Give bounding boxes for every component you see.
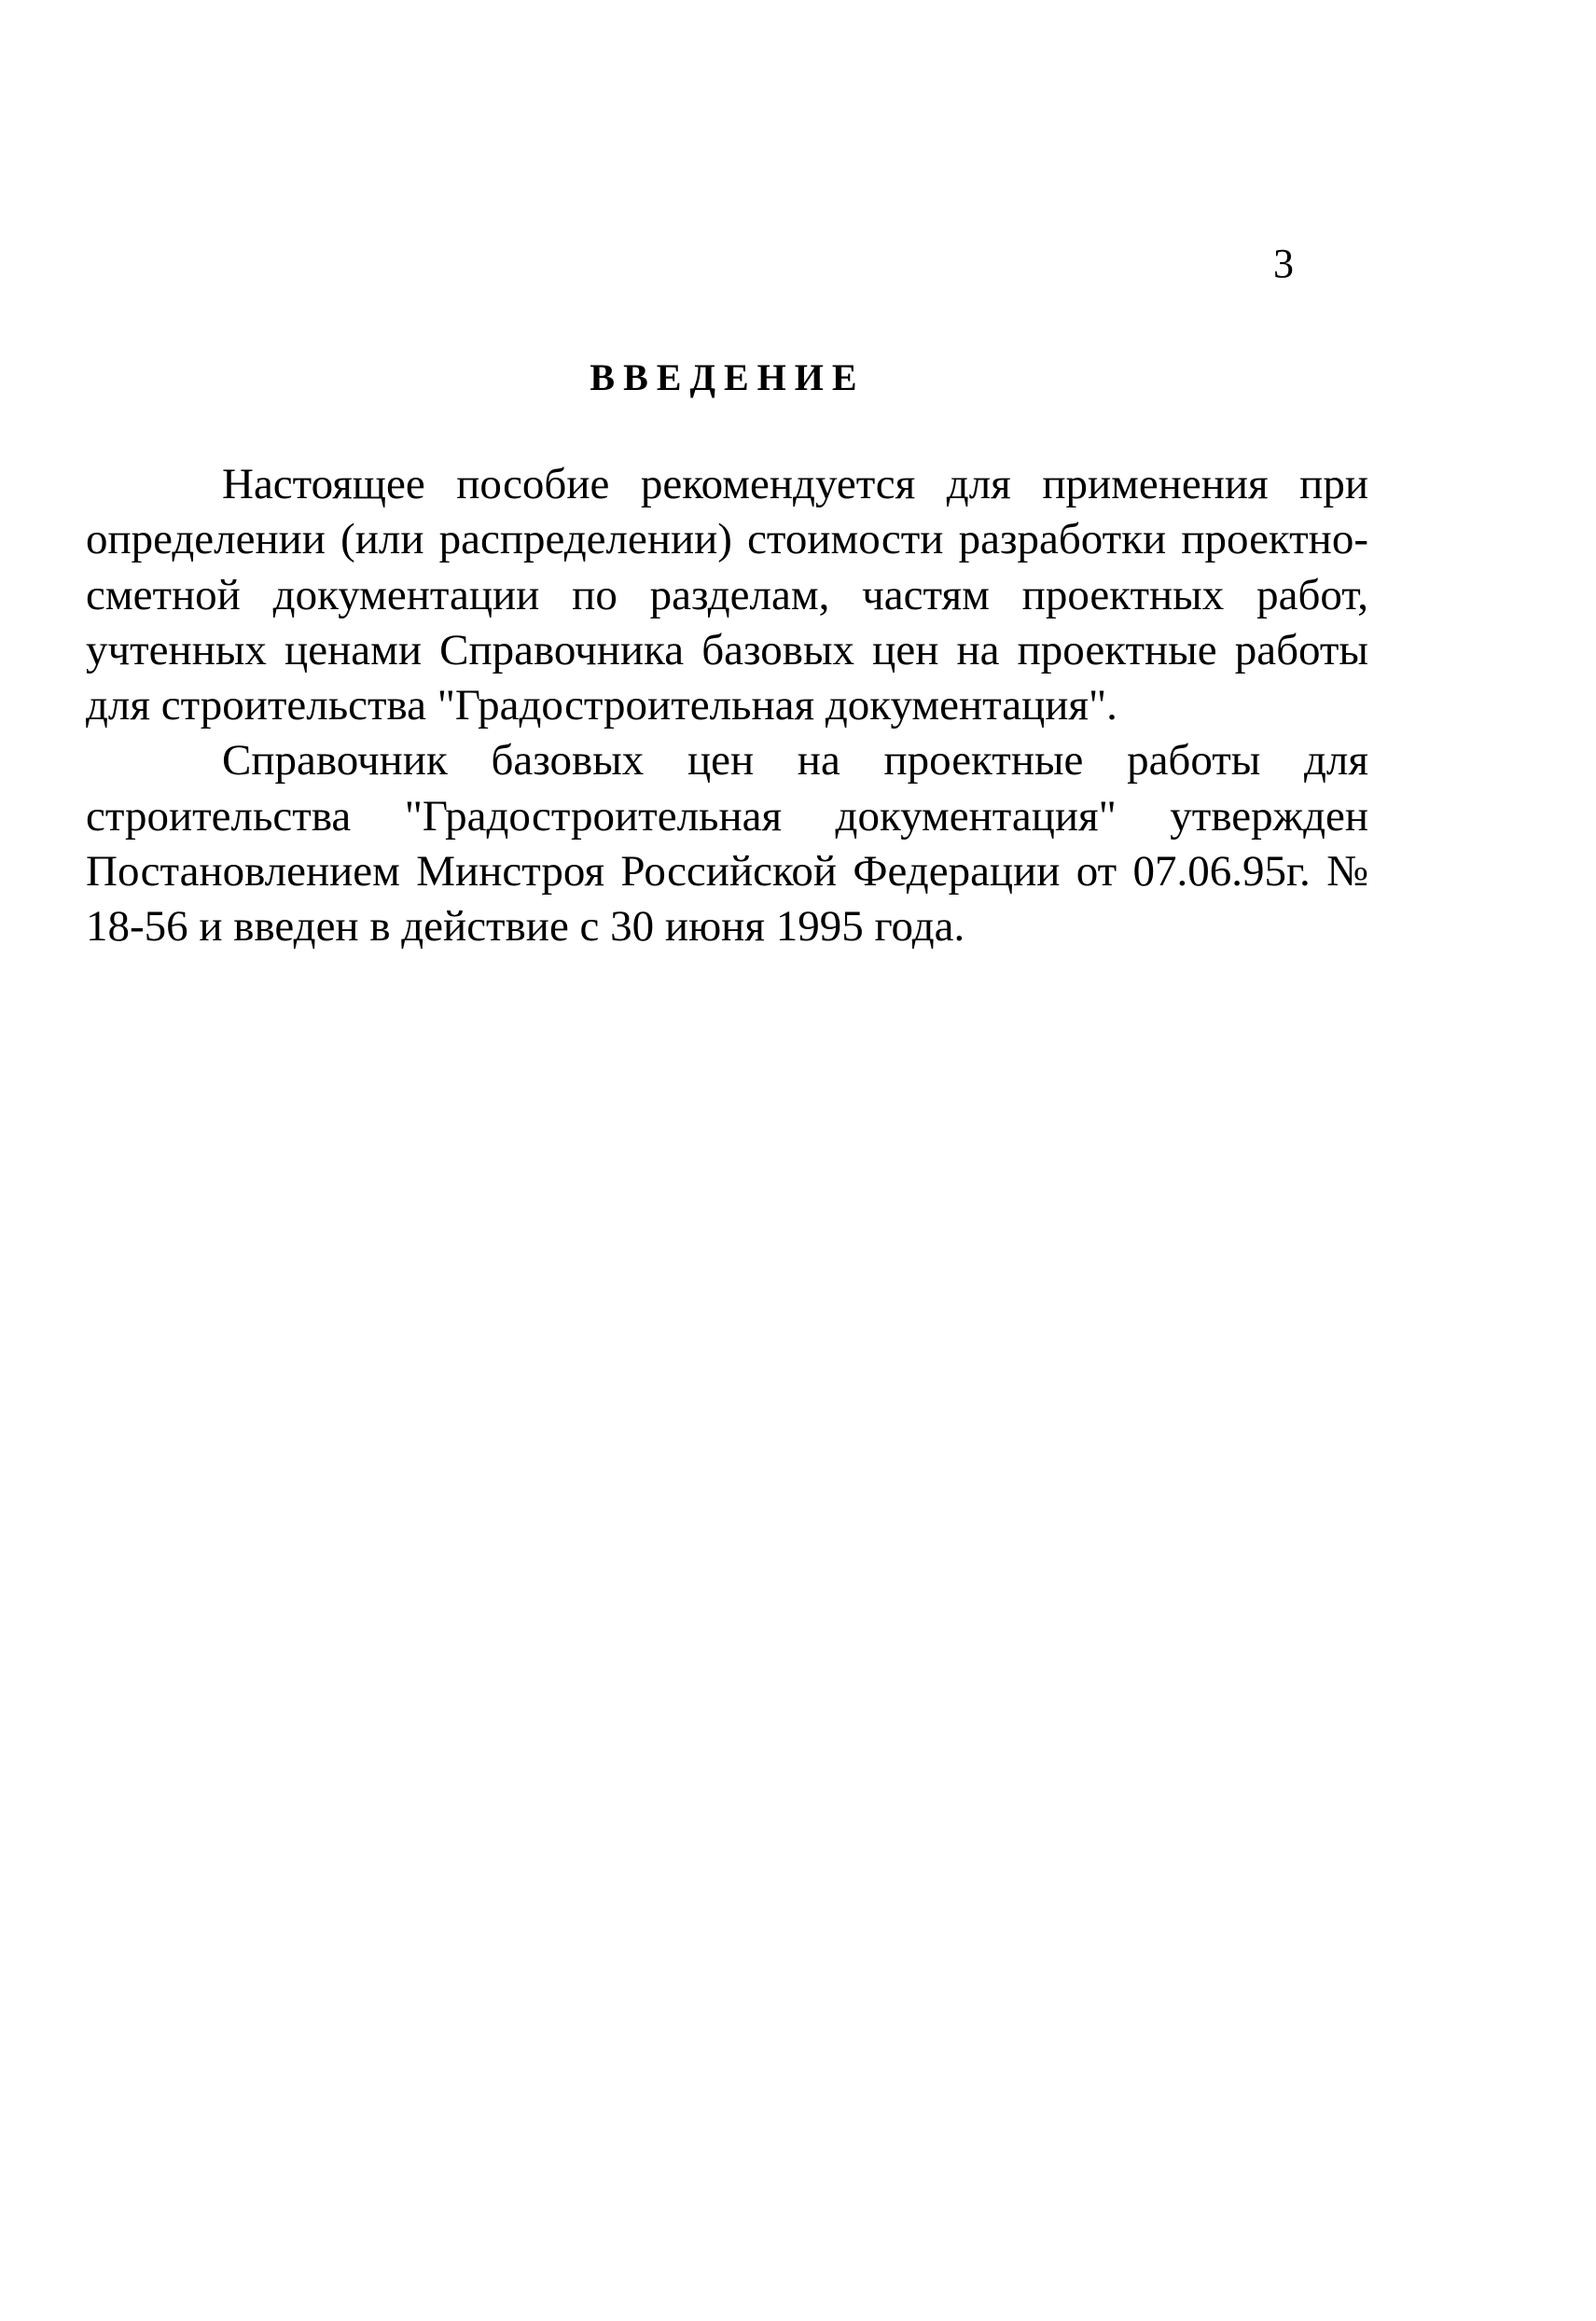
page-number: 3 [1273, 241, 1294, 286]
paragraph-intro: Настоящее пособие рекомендуется для применения при определении (или распределении) стоимости разработки проектно-сметной документации по разделам, частям проектных работ, учтенных ценами Справочника базовых цен на проектные работы для строительства "Градостроительная документация". [86, 460, 1368, 730]
body-text [86, 457, 1368, 955]
section-heading: ВВЕДЕНИЕ [590, 356, 866, 398]
paragraph-approval: Справочник базовых цен на проектные работы для строительства "Градостроительная документация" утвержден Постановлением Минстроя Российской Федерации от 07.06.95г. № 18-56 и введен в действие с 30 июня 1995 года. [86, 736, 1368, 952]
